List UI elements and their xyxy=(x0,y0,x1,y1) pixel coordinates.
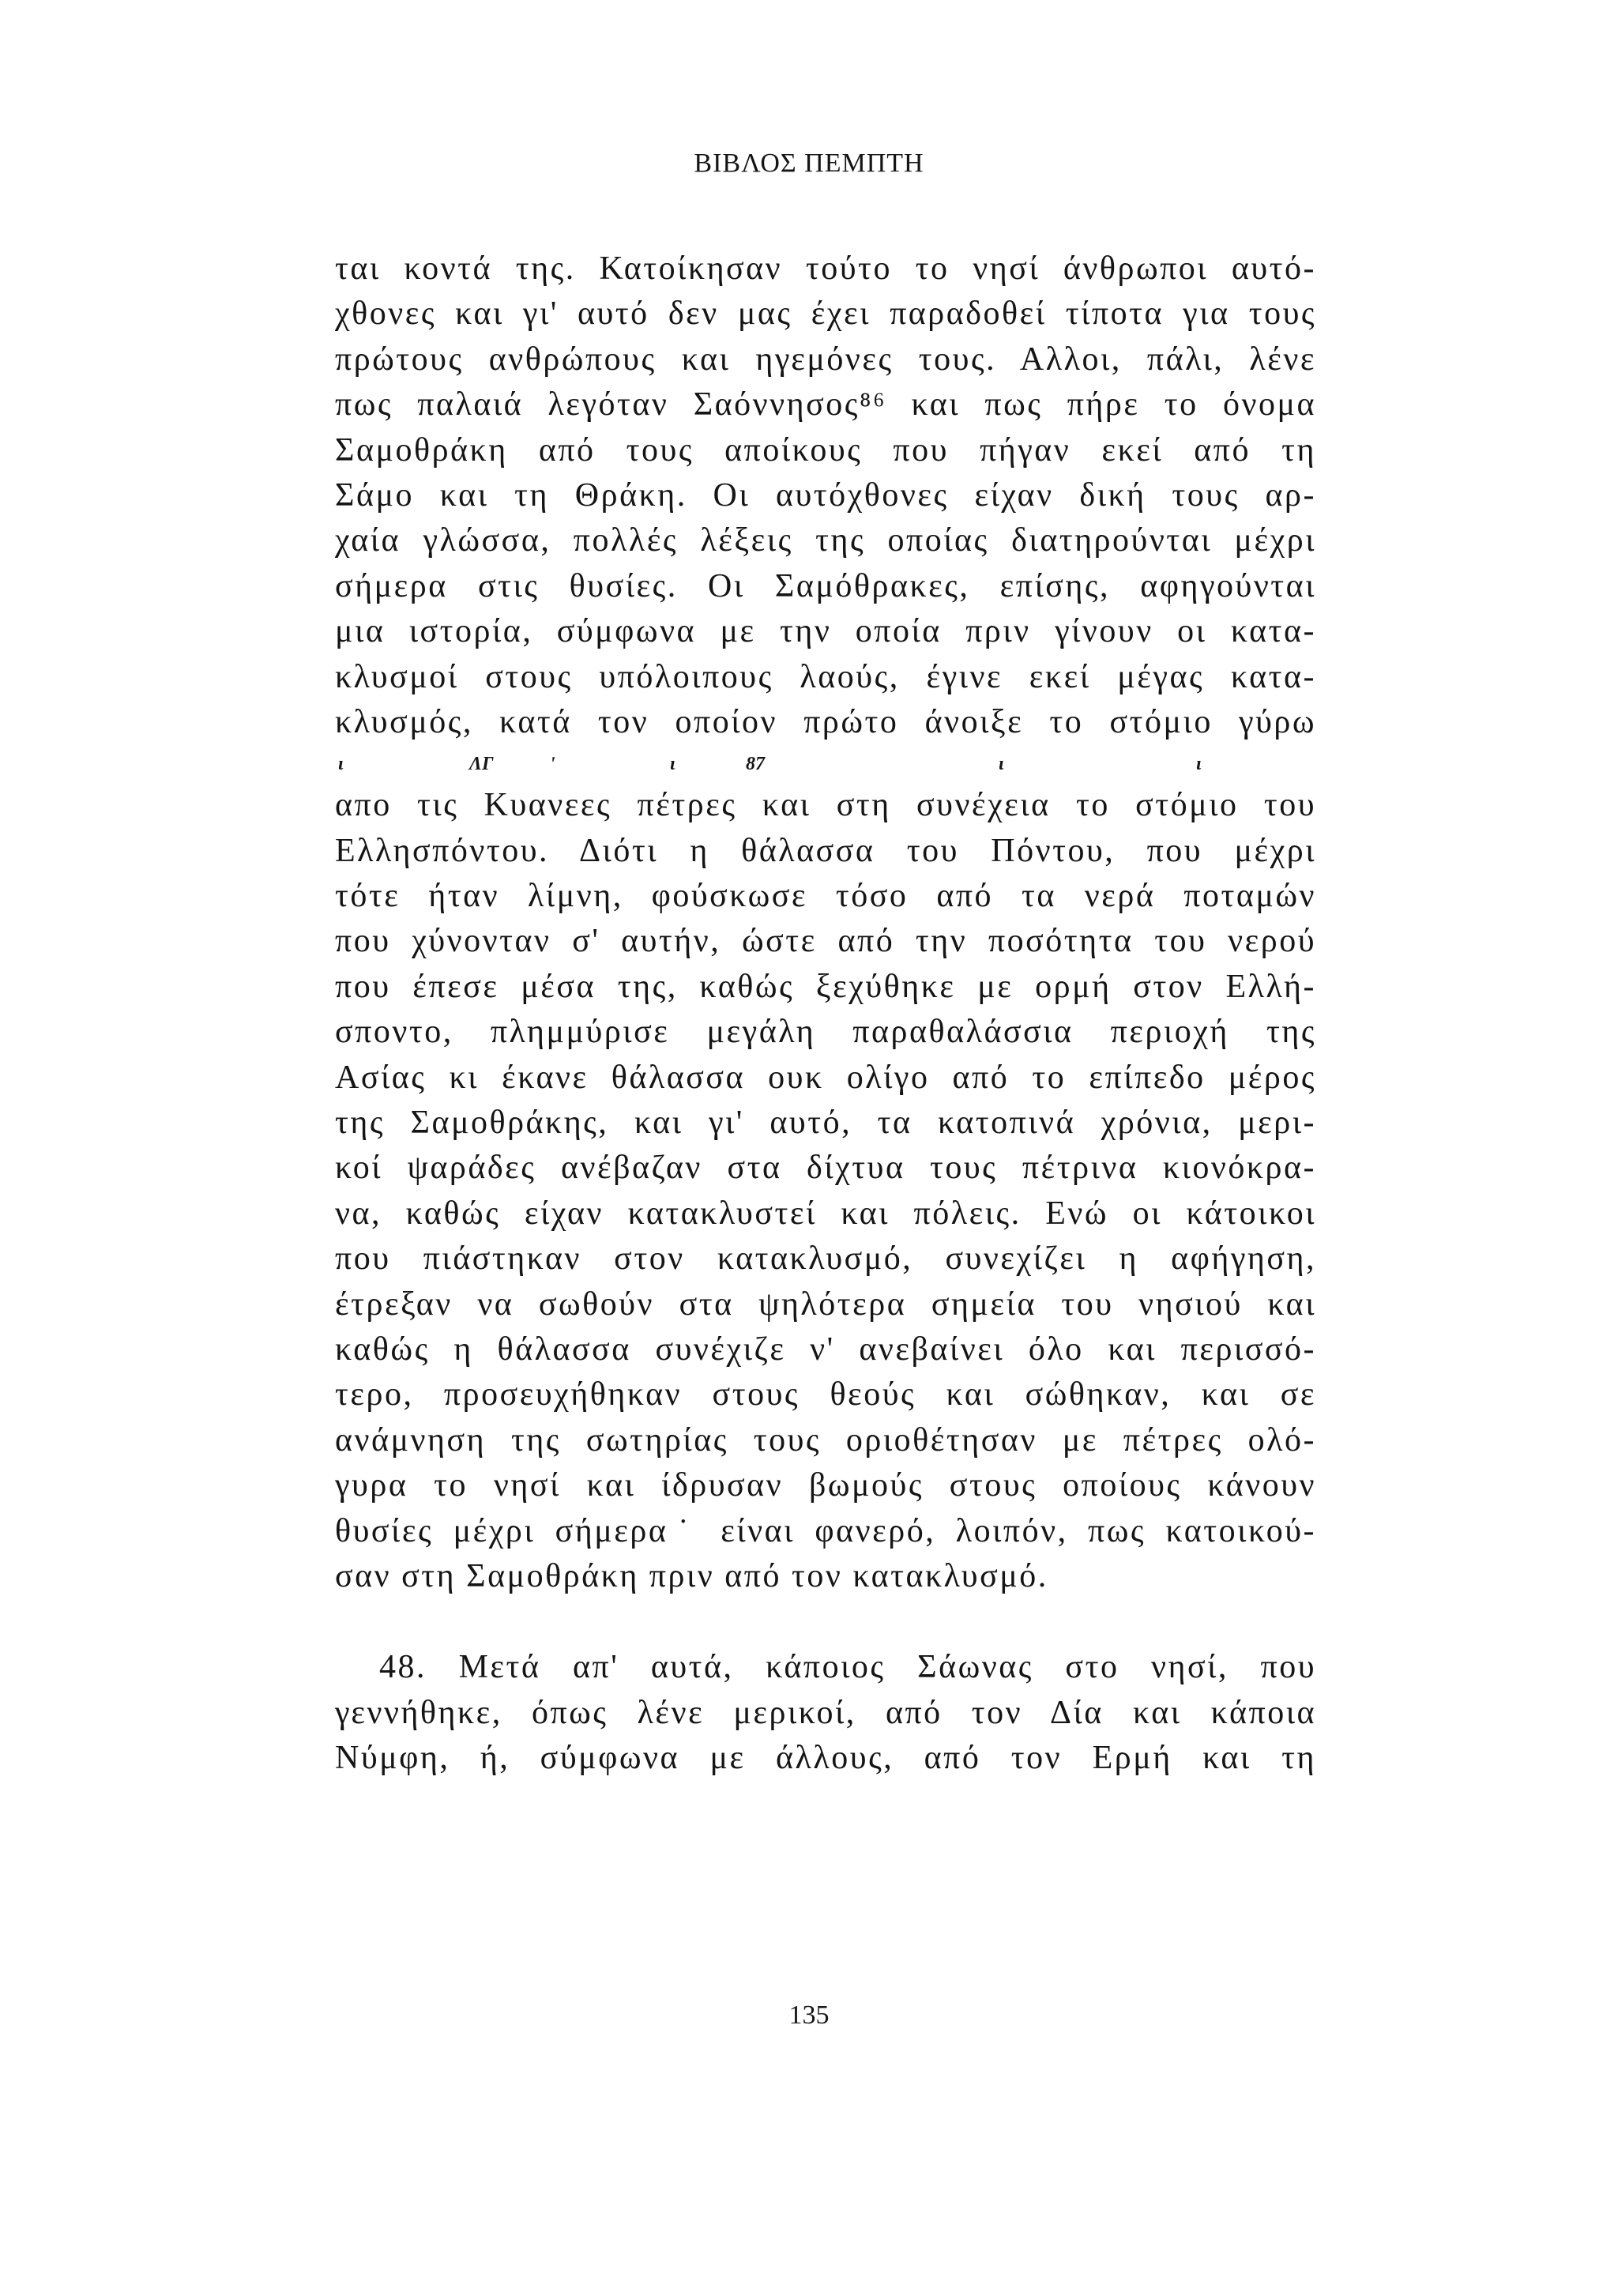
footnote-mark: ι xyxy=(999,754,1004,775)
text-line: τότε ήταν λίμνη, φούσκωσε τόσο από τα νερά ποταμών xyxy=(335,878,1316,915)
text-line: σαν στη Σαμοθράκη πριν από τον κατακλυσμό. xyxy=(335,1557,1048,1594)
text-line: θυσίες μέχρι σήμερα˙ είναι φανερό, λοιπόν, πως κατοικού- xyxy=(335,1512,1316,1549)
footnote-marks-row xyxy=(335,745,1316,783)
text-line: καθώς η θάλασσα συνέχιζε ν' ανεβαίνει όλο και περισσό- xyxy=(335,1331,1316,1368)
text-line: γυρα το νησί και ίδρυσαν βωμούς στους οποίους κάνουν xyxy=(335,1467,1316,1504)
text-line: Ελλησπόντου. Διότι η θάλασσα του Πόντου, που μέχρι xyxy=(335,832,1316,869)
text-line: γεννήθηκε, όπως λένε μερικοί, από τον Δία και κάποια xyxy=(335,1694,1316,1731)
text-line: Σαμοθράκη από τους αποίκους που πήγαν εκεί από τη xyxy=(335,431,1316,469)
running-title: ΒΙΒΛΟΣ ΠΕΜΠΤΗ xyxy=(694,149,924,178)
text-line: χαία γλώσσα, πολλές λέξεις της οποίας διατηρούνται μέχρι xyxy=(335,522,1316,559)
text-line: κλυσμοί στους υπόλοιπους λαούς, έγινε εκεί μέγας κατα- xyxy=(335,658,1316,695)
text-line: τερο, προσευχήθηκαν στους θεούς και σώθηκαν, και σε xyxy=(335,1376,1316,1413)
text-line: κοί ψαράδες ανέβαζαν στα δίχτυα τους πέτρινα κιονόκρα- xyxy=(335,1150,1316,1187)
footnote-mark: ι xyxy=(670,754,675,775)
text-line: που χύνονταν σ' αυτήν, ώστε από την ποσότητα του νερού xyxy=(335,923,1316,960)
body-text xyxy=(335,247,1316,1782)
text-line: σήμερα στις θυσίες. Οι Σαμόθρακες, επίσης, αφηγούνται xyxy=(335,567,1316,604)
page-number: 135 xyxy=(788,2001,830,2030)
text-line: έτρεξαν να σωθούν στα ψηλότερα σημεία του νησιού και xyxy=(335,1285,1316,1323)
text-line: ται κοντά της. Κατοίκησαν τούτο το νησί άνθρωποι αυτό- xyxy=(335,250,1316,287)
text-line: να, καθώς είχαν κατακλυστεί και πόλεις. Ενώ οι κάτοικοι xyxy=(335,1195,1316,1232)
text-line: σποντο, πλημμύρισε μεγάλη παραθαλάσσια περιοχή της xyxy=(335,1014,1316,1051)
text-line: της Σαμοθράκης, και γι' αυτό, τα κατοπινά χρόνια, μερι- xyxy=(335,1105,1316,1142)
paragraph-gap xyxy=(335,1599,1316,1645)
footnote-mark: ι xyxy=(338,754,344,775)
text-line: κλυσμός, κατά τον οποίον πρώτο άνοιξε το στόμιο γύρω xyxy=(335,703,1316,740)
footnote-mark: ΛΓ xyxy=(469,754,494,775)
text-line: χθονες και γι' αυτό δεν μας έχει παραδοθεί τίποτα για τους xyxy=(335,295,1316,333)
text-line: Νύμφη, ή, σύμφωνα με άλλους, από τον Ερμή και τη xyxy=(335,1740,1316,1777)
text-line: μια ιστορία, σύμφωνα με την οποία πριν γίνουν οι κατα- xyxy=(335,613,1316,650)
text-line: Σάμο και τη Θράκη. Οι αυτόχθονες είχαν δική τους αρ- xyxy=(335,476,1316,514)
footnote-mark: 87 xyxy=(746,754,765,775)
text-line: 48. Μετά απ' αυτά, κάποιος Σάωνας στο νησί, που xyxy=(379,1649,1316,1686)
footnote-mark: ʹ xyxy=(550,754,555,775)
text-line: πως παλαιά λεγόταν Σαόννησος⁸⁶ και πως πήρε το όνομα xyxy=(335,386,1316,423)
text-line: που πιάστηκαν στον κατακλυσμό, συνεχίζει η αφήγηση, xyxy=(335,1240,1316,1278)
text-line: πρώτους ανθρώπους και ηγεμόνες τους. Αλλοι, πάλι, λένε xyxy=(335,341,1316,378)
text-line: απο τις Κυανεες πέτρες και στη συνέχεια το στόμιο του xyxy=(335,787,1316,824)
text-line: που έπεσε μέσα της, καθώς ξεχύθηκε με ορμή στον Ελλή- xyxy=(335,968,1316,1005)
footnote-mark: ι xyxy=(1196,754,1202,775)
text-line: Ασίας κι έκανε θάλασσα ουκ ολίγο από το επίπεδο μέρος xyxy=(335,1059,1316,1096)
text-line: ανάμνηση της σωτηρίας τους οριοθέτησαν με πέτρες ολό- xyxy=(335,1421,1316,1459)
